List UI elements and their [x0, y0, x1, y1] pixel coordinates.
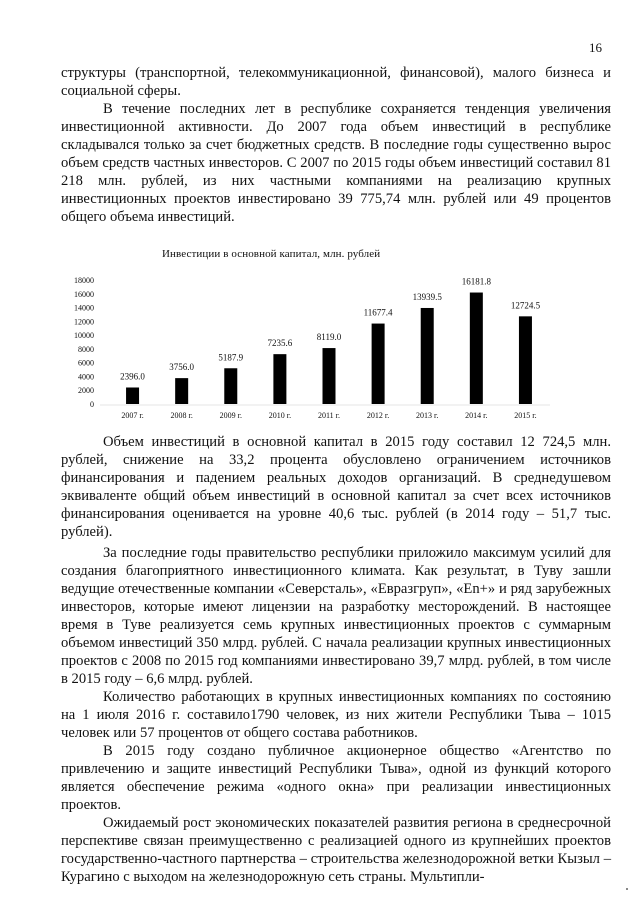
y-tick-label: 10000 — [74, 331, 94, 341]
data-label: 11677.4 — [363, 307, 393, 318]
bar — [126, 387, 139, 404]
x-tick-label: 2010 г. — [268, 411, 292, 420]
data-label: 8119.0 — [316, 332, 342, 343]
data-label: 13939.5 — [412, 291, 442, 302]
y-tick-label: 18000 — [74, 276, 94, 285]
chart-plot — [70, 248, 570, 430]
y-tick-label: 0 — [90, 400, 94, 409]
text-block-top — [61, 64, 611, 226]
x-tick-label: 2007 г. — [121, 411, 144, 420]
paragraph: структуры (транспортной, телекоммуникационной, финансовой), малого бизнеса и социальной сферы. — [61, 65, 611, 99]
x-tick-label: 2014 г. — [465, 411, 488, 420]
y-tick-label: 2000 — [78, 386, 94, 396]
bar — [273, 354, 286, 404]
scan-dot — [626, 888, 628, 890]
bar — [519, 316, 532, 404]
data-label: 5187.9 — [218, 352, 244, 363]
y-tick-label: 12000 — [74, 317, 94, 327]
data-label: 3756.0 — [169, 362, 195, 373]
y-tick-label: 8000 — [78, 344, 94, 354]
y-tick-label: 16000 — [74, 289, 94, 299]
paragraph: Количество работающих в крупных инвестиционных компаниях по состоянию на 1 июля 2016 г. составило1790 человек, из них жители Республики Тыва – 1015 человек или 57 процентов от общего состава работников. — [61, 689, 611, 741]
text-block-bottom — [61, 433, 611, 886]
bar — [372, 324, 385, 404]
x-tick-label: 2011 г. — [317, 411, 341, 420]
bar — [421, 308, 434, 404]
y-tick-label: 14000 — [74, 303, 94, 313]
data-label: 2396.0 — [120, 371, 145, 382]
x-tick-label: 2008 г. — [170, 411, 193, 420]
chart-title: Инвестиции в основной капитал, млн. рублей — [162, 248, 381, 260]
x-tick-label: 2013 г. — [416, 411, 439, 420]
paragraph: В течение последних лет в республике сохраняется тенденция увеличения инвестиционной активности. До 2007 года объем инвестиций в республике складывался только за счет бюджетных средств. В последние годы существенно вырос объем средств частных инвесторов. С 2007 по 2015 годы объем инвестиций составил 81 218 млн. рублей, из них частными компаниями на реализацию крупных инвестиционных проектов инвестировано 39 775,74 млн. рублей или 49 процентов общего объема инвестиций. — [61, 101, 611, 225]
page-number: 16 — [589, 40, 602, 55]
paragraph: Ожидаемый рост экономических показателей развития региона в среднесрочной перспективе связан преимущественно с реализацией одного из крупнейших проектов государственно-частного партнерства – строительства железнодорожной ветки Кызыл – Курагино с выходом на железнодорожную сеть страны. Мультипли- — [61, 815, 611, 885]
bar — [470, 293, 483, 404]
bar — [323, 348, 336, 404]
investment-chart — [70, 248, 570, 430]
data-label: 16181.8 — [461, 276, 491, 287]
bar — [175, 378, 188, 404]
paragraph: За последние годы правительство республики приложило максимум усилий для создания благоприятного инвестиционного климата. Как результат, в Туву зашли ведущие отечественные компании «Северсталь», «Евразгруп», «Еn+» и ряд зарубежных инвесторов, которые имеют лицензии на разработку месторождений. В настоящее время в Туве реализуется семь крупных инвестиционных проектов с суммарным объемом инвестиций 350 млрд. рублей. С начала реализации крупных инвестиционных проектов с 2008 по 2015 год компаниями инвестировано 39,7 млрд. рублей, в том числе в 2015 году – 6,6 млрд. рублей. — [61, 545, 611, 687]
y-tick-label: 4000 — [78, 372, 94, 382]
bar — [224, 368, 237, 404]
paragraph: Объем инвестиций в основной капитал в 2015 году составил 12 724,5 млн. рублей, снижение на 33,2 процента обусловлено ограничением источников финансирования и падением реальных доходов организаций. В среднедушевом эквиваленте общий объем инвестиций в основной капитал за счет всех источников финансирования оценивается на уровне 40,6 тыс. рублей (в 2014 году – 51,7 тыс. рублей). — [61, 434, 611, 540]
data-label: 7235.6 — [267, 338, 293, 349]
y-tick-label: 6000 — [78, 358, 94, 368]
data-label: 12724.5 — [510, 300, 541, 311]
x-tick-label: 2015 г. — [514, 411, 537, 420]
paragraph: В 2015 году создано публичное акционерное общество «Агентство по привлечению и защите инвестиций Республики Тыва», одной из функций которого является обеспечение режима «одного окна» при реализации инвестиционных проектов. — [61, 743, 611, 813]
x-tick-label: 2009 г. — [219, 411, 242, 420]
x-tick-label: 2012 г. — [366, 411, 390, 420]
